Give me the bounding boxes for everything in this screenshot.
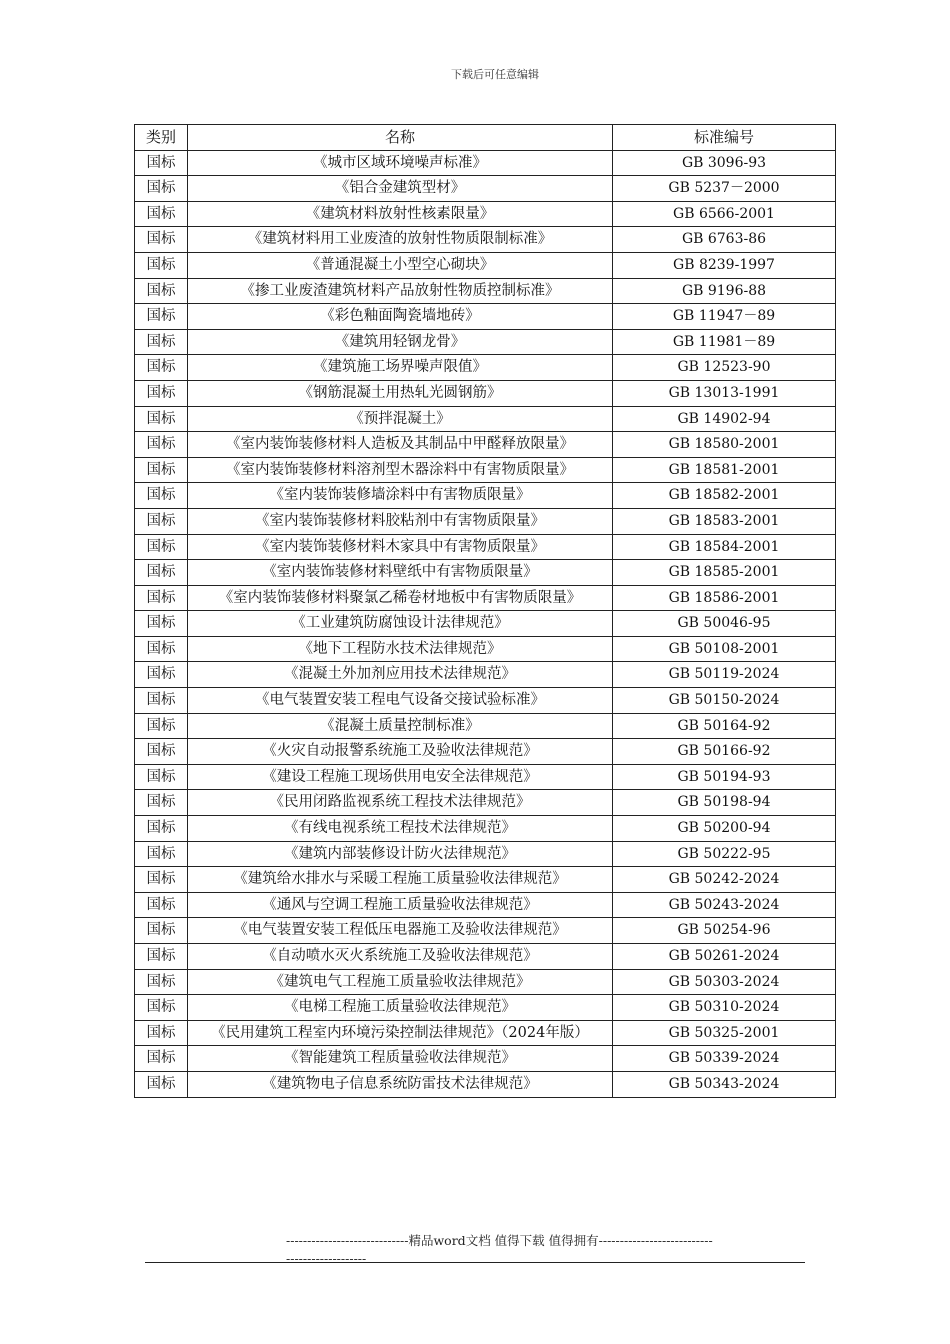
row-code: GB 18580-2001 <box>613 432 836 458</box>
row-code: GB 6566-2001 <box>613 201 836 227</box>
table-row <box>135 329 836 355</box>
table-row <box>135 636 836 662</box>
row-name: 《电梯工程施工质量验收法律规范》 <box>188 995 613 1021</box>
table-row <box>135 432 836 458</box>
row-code: GB 50046-95 <box>613 611 836 637</box>
table-row <box>135 560 836 586</box>
row-code: GB 50254-96 <box>613 918 836 944</box>
row-code: GB 50119-2024 <box>613 662 836 688</box>
row-name: 《有线电视系统工程技术法律规范》 <box>188 816 613 842</box>
table-row <box>135 892 836 918</box>
table-row <box>135 662 836 688</box>
table-row <box>135 841 836 867</box>
row-category: 国标 <box>135 944 188 970</box>
row-name: 《混凝土质量控制标准》 <box>188 713 613 739</box>
row-category: 国标 <box>135 918 188 944</box>
row-code: GB 50310-2024 <box>613 995 836 1021</box>
row-code: GB 14902-94 <box>613 406 836 432</box>
row-name: 《铝合金建筑型材》 <box>188 176 613 202</box>
row-category: 国标 <box>135 816 188 842</box>
row-category: 国标 <box>135 560 188 586</box>
row-name: 《电气装置安装工程电气设备交接试验标准》 <box>188 688 613 714</box>
table-row <box>135 1020 836 1046</box>
row-code: GB 50166-92 <box>613 739 836 765</box>
row-name: 《室内装饰装修材料溶剂型木器涂料中有害物质限量》 <box>188 457 613 483</box>
table-row <box>135 688 836 714</box>
standards-table <box>134 124 836 1098</box>
row-category: 国标 <box>135 1020 188 1046</box>
row-name: 《建筑用轻钢龙骨》 <box>188 329 613 355</box>
row-code: GB 50303-2024 <box>613 969 836 995</box>
row-code: GB 50198-94 <box>613 790 836 816</box>
table-row <box>135 713 836 739</box>
row-category: 国标 <box>135 150 188 176</box>
table-row <box>135 227 836 253</box>
row-name: 《建筑施工场界噪声限值》 <box>188 355 613 381</box>
row-code: GB 50261-2024 <box>613 944 836 970</box>
row-category: 国标 <box>135 201 188 227</box>
table-row <box>135 944 836 970</box>
row-code: GB 12523-90 <box>613 355 836 381</box>
row-category: 国标 <box>135 662 188 688</box>
table-row <box>135 150 836 176</box>
row-code: GB 50243-2024 <box>613 892 836 918</box>
row-name: 《建筑物电子信息系统防雷技术法律规范》 <box>188 1071 613 1097</box>
row-code: GB 18586-2001 <box>613 585 836 611</box>
table-row <box>135 739 836 765</box>
row-category: 国标 <box>135 508 188 534</box>
row-name: 《建筑材料放射性核素限量》 <box>188 201 613 227</box>
row-code: GB 3096-93 <box>613 150 836 176</box>
row-category: 国标 <box>135 1071 188 1097</box>
table-row <box>135 969 836 995</box>
table-row <box>135 355 836 381</box>
table-row <box>135 585 836 611</box>
row-category: 国标 <box>135 688 188 714</box>
table-row <box>135 380 836 406</box>
table-row <box>135 1046 836 1072</box>
row-name: 《室内装饰装修墙涂料中有害物质限量》 <box>188 483 613 509</box>
row-category: 国标 <box>135 713 188 739</box>
row-code: GB 18581-2001 <box>613 457 836 483</box>
row-name: 《电气装置安装工程低压电器施工及验收法律规范》 <box>188 918 613 944</box>
row-category: 国标 <box>135 483 188 509</box>
row-code: GB 13013-1991 <box>613 380 836 406</box>
row-code: GB 18582-2001 <box>613 483 836 509</box>
row-code: GB 6763-86 <box>613 227 836 253</box>
row-code: GB 8239-1997 <box>613 252 836 278</box>
row-name: 《混凝土外加剂应用技术法律规范》 <box>188 662 613 688</box>
row-code: GB 50325-2001 <box>613 1020 836 1046</box>
row-name: 《自动喷水灭火系统施工及验收法律规范》 <box>188 944 613 970</box>
row-code: GB 50339-2024 <box>613 1046 836 1072</box>
row-code: GB 11947－89 <box>613 304 836 330</box>
row-category: 国标 <box>135 252 188 278</box>
row-name: 《建设工程施工现场供用电安全法律规范》 <box>188 764 613 790</box>
row-category: 国标 <box>135 585 188 611</box>
table-row <box>135 918 836 944</box>
table-row <box>135 252 836 278</box>
row-category: 国标 <box>135 841 188 867</box>
table-row <box>135 406 836 432</box>
row-name: 《地下工程防水技术法律规范》 <box>188 636 613 662</box>
table-row <box>135 457 836 483</box>
table-row <box>135 176 836 202</box>
row-name: 《室内装饰装修材料胶粘剂中有害物质限量》 <box>188 508 613 534</box>
row-name: 《建筑电气工程施工质量验收法律规范》 <box>188 969 613 995</box>
table-row <box>135 790 836 816</box>
table-row <box>135 304 836 330</box>
row-category: 国标 <box>135 739 188 765</box>
row-name: 《民用建筑工程室内环境污染控制法律规范》（2024年版） <box>188 1020 613 1046</box>
row-category: 国标 <box>135 355 188 381</box>
row-category: 国标 <box>135 611 188 637</box>
row-code: GB 50222-95 <box>613 841 836 867</box>
row-category: 国标 <box>135 764 188 790</box>
header-category: 类别 <box>135 125 188 151</box>
table-row <box>135 995 836 1021</box>
table-row <box>135 1071 836 1097</box>
footer-divider <box>145 1262 805 1263</box>
row-category: 国标 <box>135 457 188 483</box>
header-name: 名称 <box>188 125 613 151</box>
row-name: 《室内装饰装修材料木家具中有害物质限量》 <box>188 534 613 560</box>
row-name: 《室内装饰装修材料人造板及其制品中甲醛释放限量》 <box>188 432 613 458</box>
standards-table-body <box>135 125 836 1098</box>
row-name: 《火灾自动报警系统施工及验收法律规范》 <box>188 739 613 765</box>
row-category: 国标 <box>135 892 188 918</box>
row-code: GB 50194-93 <box>613 764 836 790</box>
row-name: 《民用闭路监视系统工程技术法律规范》 <box>188 790 613 816</box>
row-name: 《掺工业废渣建筑材料产品放射性物质控制标准》 <box>188 278 613 304</box>
row-code: GB 11981－89 <box>613 329 836 355</box>
row-name: 《彩色釉面陶瓷墙地砖》 <box>188 304 613 330</box>
row-category: 国标 <box>135 380 188 406</box>
table-row <box>135 764 836 790</box>
row-category: 国标 <box>135 969 188 995</box>
row-name: 《通风与空调工程施工质量验收法律规范》 <box>188 892 613 918</box>
row-category: 国标 <box>135 995 188 1021</box>
table-row <box>135 816 836 842</box>
row-category: 国标 <box>135 304 188 330</box>
row-name: 《工业建筑防腐蚀设计法律规范》 <box>188 611 613 637</box>
row-name: 《普通混凝土小型空心砌块》 <box>188 252 613 278</box>
table-row <box>135 611 836 637</box>
row-category: 国标 <box>135 227 188 253</box>
table-header-row <box>135 125 836 151</box>
row-code: GB 9196-88 <box>613 278 836 304</box>
row-category: 国标 <box>135 278 188 304</box>
row-category: 国标 <box>135 406 188 432</box>
row-category: 国标 <box>135 790 188 816</box>
table-row <box>135 278 836 304</box>
row-code: GB 50343-2024 <box>613 1071 836 1097</box>
row-name: 《建筑材料用工业废渣的放射性物质限制标准》 <box>188 227 613 253</box>
footer-text: -----------------------------精品word文档 值得下载 值得拥有---------------------------------------------- <box>286 1233 713 1266</box>
row-category: 国标 <box>135 534 188 560</box>
row-category: 国标 <box>135 432 188 458</box>
header-note: 下载后可任意编辑 <box>451 68 539 81</box>
row-name: 《建筑给水排水与采暖工程施工质量验收法律规范》 <box>188 867 613 893</box>
row-category: 国标 <box>135 176 188 202</box>
row-code: GB 50164-92 <box>613 713 836 739</box>
table-row <box>135 201 836 227</box>
row-name: 《钢筋混凝土用热轧光圆钢筋》 <box>188 380 613 406</box>
row-category: 国标 <box>135 1046 188 1072</box>
row-code: GB 18584-2001 <box>613 534 836 560</box>
row-name: 《城市区域环境噪声标准》 <box>188 150 613 176</box>
row-code: GB 18583-2001 <box>613 508 836 534</box>
row-name: 《建筑内部装修设计防火法律规范》 <box>188 841 613 867</box>
row-code: GB 50242-2024 <box>613 867 836 893</box>
header-code: 标准编号 <box>613 125 836 151</box>
row-code: GB 50200-94 <box>613 816 836 842</box>
row-code: GB 5237－2000 <box>613 176 836 202</box>
row-category: 国标 <box>135 636 188 662</box>
row-name: 《智能建筑工程质量验收法律规范》 <box>188 1046 613 1072</box>
row-category: 国标 <box>135 867 188 893</box>
table-row <box>135 867 836 893</box>
table-row <box>135 483 836 509</box>
table-row <box>135 534 836 560</box>
row-name: 《预拌混凝土》 <box>188 406 613 432</box>
row-name: 《室内装饰装修材料壁纸中有害物质限量》 <box>188 560 613 586</box>
row-code: GB 50108-2001 <box>613 636 836 662</box>
row-code: GB 18585-2001 <box>613 560 836 586</box>
row-category: 国标 <box>135 329 188 355</box>
row-code: GB 50150-2024 <box>613 688 836 714</box>
row-name: 《室内装饰装修材料聚氯乙稀卷材地板中有害物质限量》 <box>188 585 613 611</box>
table-row <box>135 508 836 534</box>
